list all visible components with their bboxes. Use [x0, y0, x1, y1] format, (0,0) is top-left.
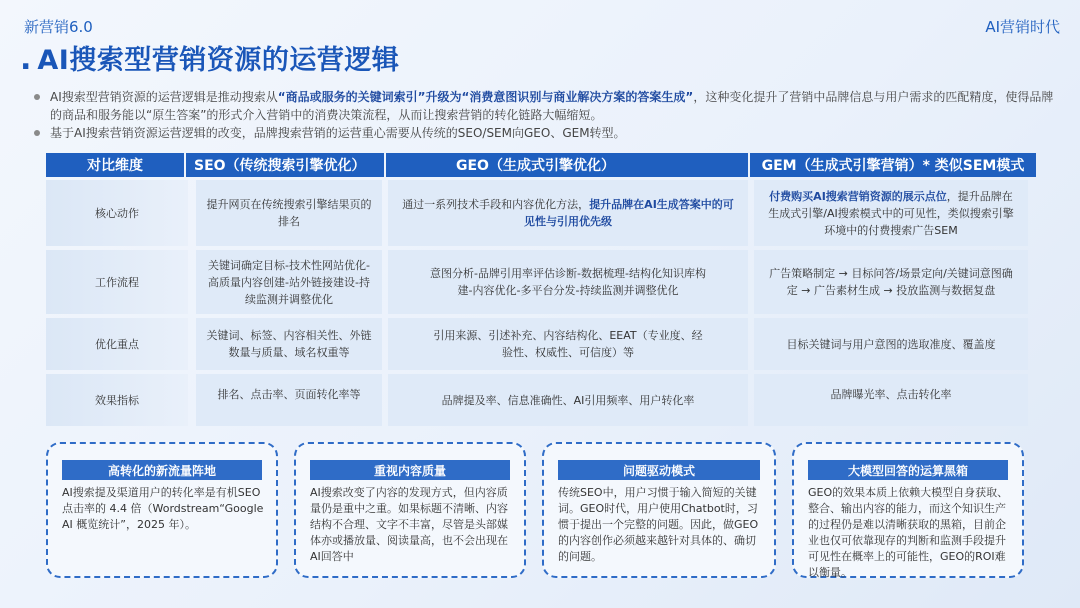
card-body: AI搜索改变了内容的发现方式，但内容质量仍是重中之重。如果标题不清晰、内容结构不合理、文字不丰富，尽管是头部媒体亦或播放量、阅读量高，也不会出现在AI回答中: [310, 486, 508, 563]
card-title: 大模型回答的运算黑箱: [808, 460, 1008, 480]
cell-seo-focus: 关键词、标签、内容相关性、外链数量与质量、域名权重等: [196, 318, 382, 370]
row-label-core: 核心动作: [46, 180, 188, 246]
card-content-quality: [294, 442, 526, 578]
bullet-text: ，这种变化提升了营销中品牌信息与用户需求的匹配精度，使得品牌的商品和服务能以“原生答案”的形式介入营销中的消费决策流程，从而让搜索营销的转化链路大幅缩短。: [50, 90, 1054, 122]
cell-highlight: 提升品牌在AI生成答案中的可见性与引用优先级: [524, 198, 734, 228]
cell-gem-focus: 目标关键词与用户意图的选取准度、覆盖度: [754, 318, 1028, 370]
title-bullet-icon: .: [20, 42, 32, 77]
card-title: 问题驱动模式: [558, 460, 760, 480]
header-geo: GEO（生成式引擎优化）: [386, 153, 748, 177]
row-label-metrics: 效果指标: [46, 374, 188, 426]
card-title: 重视内容质量: [310, 460, 510, 480]
header-gem: GEM（生成式引擎营销）* 类似SEM模式: [750, 153, 1036, 177]
card-body: AI搜索提及渠道用户的转化率是有机SEO点击率的 4.4 倍（Wordstream“Google AI 概览统计”，2025 年）。: [62, 486, 264, 531]
cell-geo-focus: 引用来源、引述补充、内容结构化、EEAT（专业度、经验性、权威性、可信度）等: [388, 318, 748, 370]
cell-seo-core: 提升网页在传统搜索引擎结果页的排名: [196, 180, 382, 246]
bullet-text: 基于AI搜索营销资源运营逻辑的改变，品牌搜索营销的运营重心需要从传统的SEO/SEM向GEO、GEM转型。: [50, 126, 626, 140]
page-title-row: [20, 38, 399, 77]
card-new-traffic: [46, 442, 278, 578]
cell-gem-metrics: 品牌曝光率、点击转化率: [754, 374, 1028, 426]
card-question-driven: [542, 442, 776, 578]
card-title: 高转化的新流量阵地: [62, 460, 262, 480]
card-body: GEO的效果本质上依赖大模型自身获取、整合、输出内容的能力，而这个知识生产的过程仍是难以清晰获取的黑箱，目前企业也仅可依靠现存的判断和监测手段提升可见性在概率上的可能性，GEO的ROI难以衡量。: [808, 486, 1009, 579]
cell-geo-core: [388, 180, 748, 246]
cell-gem-core: [754, 180, 1028, 246]
series-label: AI营销时代: [985, 18, 1060, 36]
card-black-box: [792, 442, 1024, 578]
cell-seo-workflow: 关键词确定目标-技术性网站优化-高质量内容创建-站外链接建设-持续监测并调整优化: [196, 250, 382, 314]
row-label-focus: 优化重点: [46, 318, 188, 370]
cell-geo-metrics: 品牌提及率、信息准确性、AI引用频率、用户转化率: [388, 374, 748, 426]
cell-text: ，提升品牌在生成式引擎/AI搜索模式中的可见性，类似搜索引擎环境中的付费搜索广告SEM: [768, 189, 1014, 237]
bullet-text: AI搜索型营销资源的运营逻辑是推动搜索从: [50, 90, 278, 104]
cell-geo-workflow: 意图分析-品牌引用率评估诊断-数据梳理-结构化知识库构建-内容优化-多平台分发-持续监测并调整优化: [388, 250, 748, 314]
bullet-highlight: “商品或服务的关键词索引”升级为“消费意图识别与商业解决方案的答案生成”: [277, 90, 694, 104]
row-label-workflow: 工作流程: [46, 250, 188, 314]
page-title: AI搜索型营销资源的运营逻辑: [37, 45, 400, 76]
card-body: 传统SEO中，用户习惯于输入简短的关键词。GEO时代，用户使用Chatbot时，习惯于提出一个完整的问题。因此，做GEO的内容创作必须越来越针对具体的、确切的问题。: [558, 486, 759, 563]
bullet-item: [34, 124, 1054, 142]
brand-label: 新营销6.0: [24, 18, 93, 36]
header-seo: SEO（传统搜索引擎优化）: [186, 153, 384, 177]
cell-highlight: 付费购买AI搜索营销资源的展示点位: [769, 189, 947, 203]
cell-seo-metrics: 排名、点击率、页面转化率等: [196, 374, 382, 426]
cell-text: 通过一系列技术手段和内容优化方法，: [402, 198, 590, 211]
bullet-item: [34, 88, 1054, 124]
cell-gem-workflow: 广告策略制定 → 目标问答/场景定向/关键词意图确定 → 广告素材生成 → 投放监测与数据复盘: [754, 250, 1028, 314]
header-dimension: 对比维度: [46, 153, 184, 177]
intro-bullets: [34, 88, 1054, 142]
